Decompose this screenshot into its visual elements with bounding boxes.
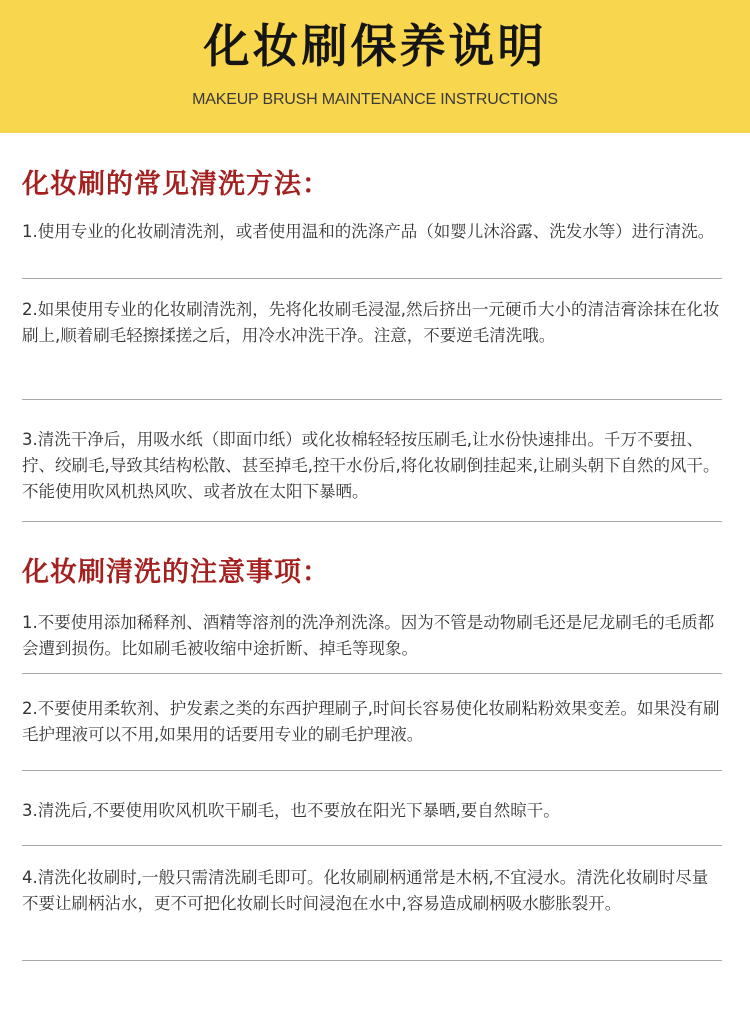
precaution-item-3: 3.清洗后,不要使用吹风机吹干刷毛，也不要放在阳光下暴晒,要自然晾干。 [22,801,560,820]
cleaning-method-item-3: 3.清洗干净后，用吸水纸（即面巾纸）或化妆棉轻轻按压刷毛,让水份快速排出。千万不要扭、拧、绞刷毛,导致其结构松散、甚至掉毛,控干水份后,将化妆刷倒挂起来,让刷头朝下自然的风干。不能使用吹风机热风吹、或者放在太阳下暴晒。 [22,430,720,501]
precaution-item-2: 2.不要使用柔软剂、护发素之类的东西护理刷子,时间长容易使化妆刷粘粉效果变差。如果没有刷毛护理液可以不用,如果用的话要用专业的刷毛护理液。 [22,699,720,744]
divider [22,399,722,400]
precaution-item-1: 1.不要使用添加稀释剂、酒精等溶剂的洗净剂洗涤。因为不管是动物刷毛还是尼龙刷毛的毛质都会遭到损伤。比如刷毛被收缩中途折断、掉毛等现象。 [22,613,715,658]
cleaning-method-item-1: 1.使用专业的化妆刷清洗剂，或者使用温和的洗涤产品（如婴儿沐浴露、洗发水等）进行清洗。 [22,222,715,241]
divider [22,845,722,846]
section-heading-cleaning-precautions: 化妆刷清洗的注意事项： [22,557,330,588]
header-banner [0,0,750,133]
divider [22,521,722,522]
divider [22,673,722,674]
page-title: 化妆刷保养说明 [203,19,547,73]
divider [22,278,722,279]
precaution-item-4: 4.清洗化妆刷时,一般只需清洗刷毛即可。化妆刷刷柄通常是木柄,不宜浸水。清洗化妆刷时尽量不要让刷柄沾水，更不可把化妆刷长时间浸泡在水中,容易造成刷柄吸水膨胀裂开。 [22,868,709,913]
cleaning-method-item-2: 2.如果使用专业的化妆刷清洗剂，先将化妆刷毛浸湿,然后挤出一元硬币大小的清洁膏涂抹在化妆刷上,顺着刷毛轻擦揉搓之后，用冷水冲洗干净。注意，不要逆毛清洗哦。 [22,300,720,345]
divider [22,770,722,771]
page-subtitle: MAKEUP BRUSH MAINTENANCE INSTRUCTIONS [192,91,558,108]
section-heading-cleaning-methods: 化妆刷的常见清洗方法： [22,169,330,200]
divider [22,960,722,961]
